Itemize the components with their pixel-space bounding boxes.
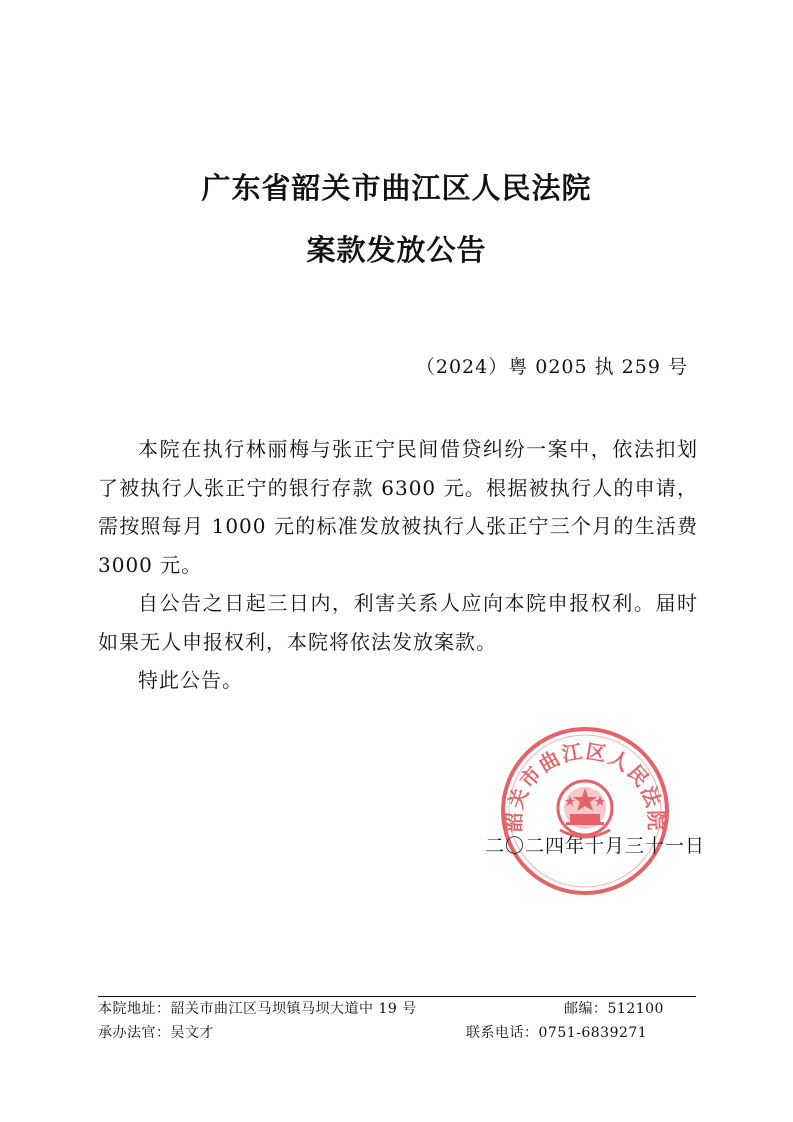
body-paragraph: 自公告之日起三日内，利害关系人应向本院申报权利。届时如果无人申报权利，本院将依法发放案款。 (98, 591, 698, 654)
issue-date: 二〇二四年十月三十一日 (484, 835, 705, 857)
court-seal-stamp (500, 726, 670, 896)
postcode: 邮编：512100 (564, 1001, 664, 1017)
notice-body (98, 430, 698, 700)
notice-title: 案款发放公告 (306, 233, 487, 267)
presiding-judge: 承办法官：吴文才 (98, 1025, 214, 1041)
body-paragraph: 特此公告。 (138, 668, 243, 692)
contact-phone: 联系电话：0751-6839271 (466, 1025, 648, 1041)
case-number: （2024）粤 0205 执 259 号 (415, 356, 688, 378)
footer-contact-info (98, 996, 696, 1045)
court-name-title: 广东省韶关市曲江区人民法院 (201, 171, 592, 205)
court-address: 本院地址：韶关市曲江区马坝镇马坝大道中 19 号 (98, 1001, 417, 1017)
body-paragraph: 本院在执行林丽梅与张正宁民间借贷纠纷一案中，依法扣划了被执行人张正宁的银行存款 6300 元。根据被执行人的申请，需按照每月 1000 元的标准发放被执行人张正宁三个月的生活费 3000 元。 (98, 437, 698, 577)
seal-text: 韶关市曲江区人民法院 (501, 739, 669, 833)
national-emblem-icon (558, 781, 612, 837)
